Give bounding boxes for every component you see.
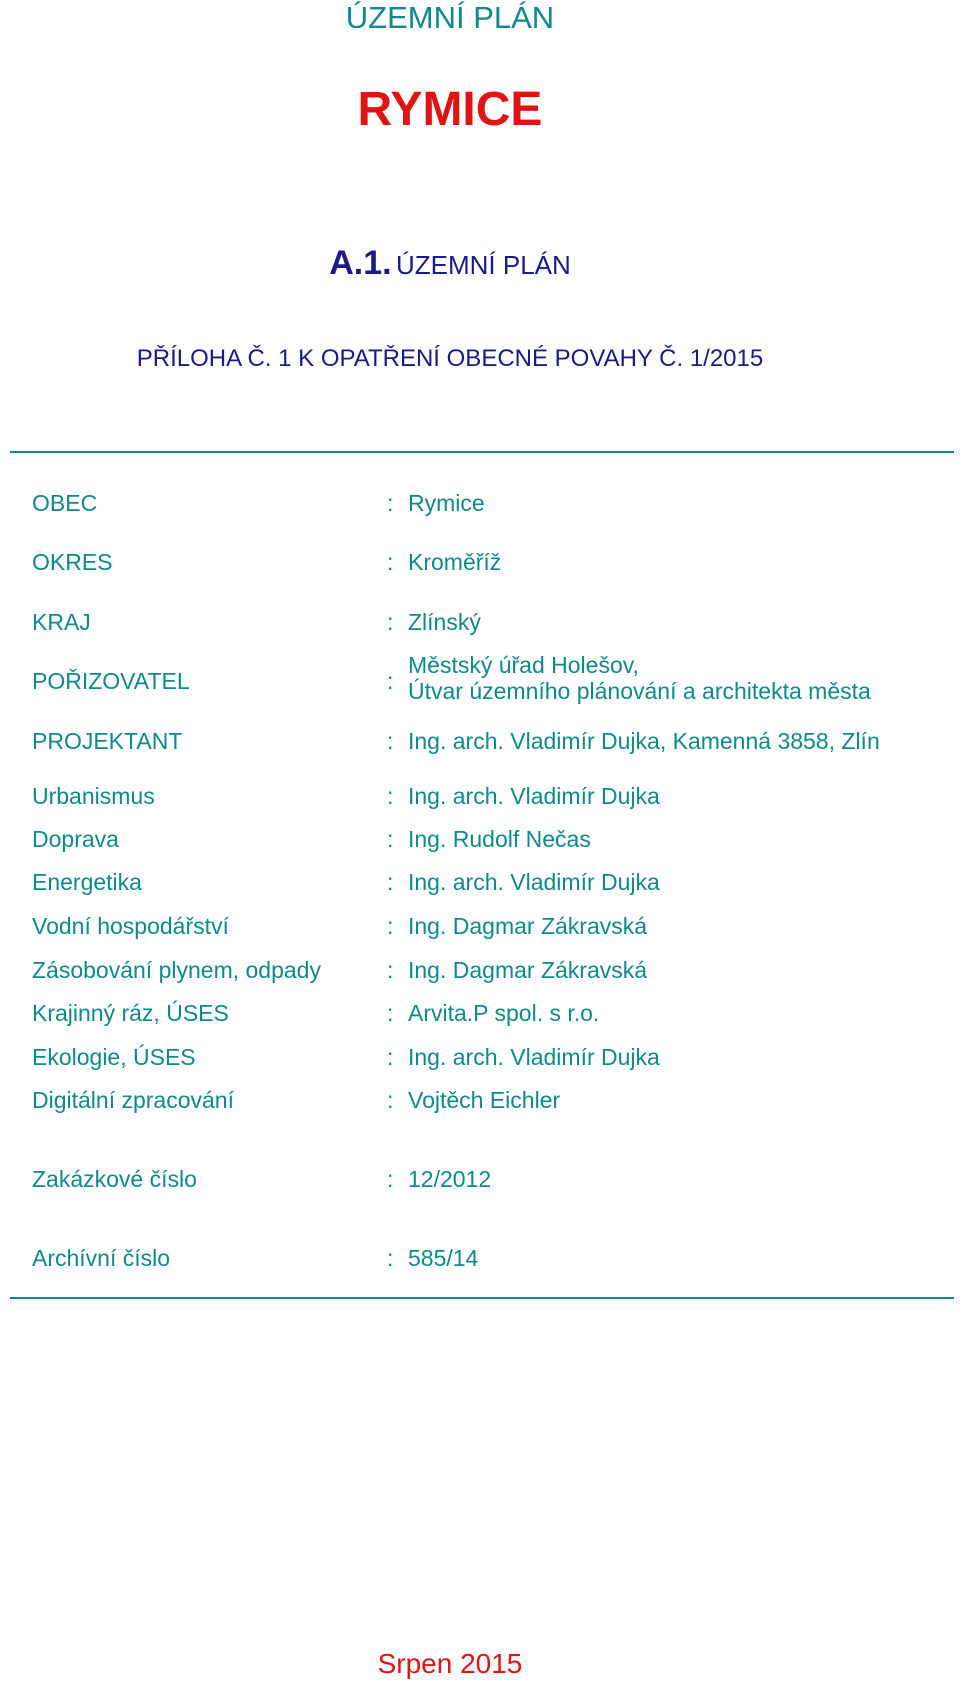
info-label: OKRES — [32, 549, 113, 575]
separator: : — [387, 668, 394, 694]
info-value-line2: Útvar územního plánování a architekta města — [408, 678, 871, 704]
team-row — [0, 1040, 960, 1074]
separator: : — [387, 1000, 394, 1026]
separator: : — [387, 728, 394, 754]
team-row — [0, 996, 960, 1030]
info-value: Rymice — [408, 490, 485, 516]
team-value: Ing. arch. Vladimír Dujka — [408, 869, 660, 895]
section-title: ÚZEMNÍ PLÁN — [396, 250, 571, 280]
separator: : — [387, 1245, 394, 1271]
bottom-divider — [10, 1297, 954, 1299]
team-label: Doprava — [32, 826, 119, 852]
document-top-title: ÚZEMNÍ PLÁN — [345, 0, 555, 35]
info-row-kraj — [0, 605, 960, 639]
section-number: A.1. — [329, 244, 392, 282]
team-value: Ing. Dagmar Zákravská — [408, 913, 648, 939]
annex-line: PŘÍLOHA Č. 1 K OPATŘENÍ OBECNÉ POVAHY Č. 1/2015 — [136, 345, 764, 372]
team-value: Ing. Dagmar Zákravská — [408, 957, 648, 983]
separator: : — [387, 826, 394, 852]
team-row — [0, 779, 960, 813]
separator: : — [387, 609, 394, 635]
info-label: OBEC — [32, 490, 98, 516]
municipality-title: RYMICE — [357, 83, 543, 136]
team-value: Ing. arch. Vladimír Dujka — [408, 783, 660, 809]
order-number-row — [0, 1162, 960, 1196]
info-value: Zlínský — [408, 609, 481, 635]
info-value-line1: Městský úřad Holešov, — [408, 652, 639, 678]
archive-number-label: Archívní číslo — [32, 1245, 171, 1271]
archive-number-value: 585/14 — [408, 1245, 479, 1271]
team-value: Ing. Rudolf Nečas — [408, 826, 591, 852]
info-value: Ing. arch. Vladimír Dujka, Kamenná 3858, Zlín — [408, 728, 880, 754]
order-number-label: Zakázkové číslo — [32, 1166, 197, 1192]
separator: : — [387, 869, 394, 895]
separator: : — [387, 490, 394, 516]
team-label: Krajinný ráz, ÚSES — [32, 1000, 229, 1026]
team-value: Ing. arch. Vladimír Dujka — [408, 1044, 660, 1070]
info-row-okres — [0, 545, 960, 579]
team-label: Urbanismus — [32, 783, 155, 809]
team-label: Zásobování plynem, odpady — [32, 957, 321, 983]
team-value: Arvita.P spol. s r.o. — [408, 1000, 600, 1026]
section-heading — [0, 243, 900, 290]
info-label: POŘIZOVATEL — [32, 668, 190, 694]
team-value: Vojtěch Eichler — [408, 1087, 561, 1113]
info-row-projektant — [0, 724, 960, 758]
separator: : — [387, 549, 394, 575]
archive-number-row — [0, 1241, 960, 1275]
separator: : — [387, 913, 394, 939]
team-row — [0, 1083, 960, 1117]
separator: : — [387, 1087, 394, 1113]
top-divider — [10, 451, 954, 453]
separator: : — [387, 957, 394, 983]
team-label: Vodní hospodářství — [32, 913, 229, 939]
separator: : — [387, 1166, 394, 1192]
team-label: Digitální zpracování — [32, 1087, 234, 1113]
info-label: KRAJ — [32, 609, 91, 635]
team-label: Energetika — [32, 869, 142, 895]
info-row-porizovatel — [0, 652, 960, 722]
footer-date: Srpen 2015 — [377, 1648, 523, 1679]
team-row — [0, 953, 960, 987]
team-row — [0, 822, 960, 856]
separator: : — [387, 1044, 394, 1070]
info-row-obec — [0, 486, 960, 520]
order-number-value: 12/2012 — [408, 1166, 492, 1192]
team-row — [0, 909, 960, 943]
team-row — [0, 865, 960, 899]
separator: : — [387, 783, 394, 809]
info-value: Kroměříž — [408, 549, 502, 575]
team-label: Ekologie, ÚSES — [32, 1044, 196, 1070]
info-label: PROJEKTANT — [32, 728, 183, 754]
